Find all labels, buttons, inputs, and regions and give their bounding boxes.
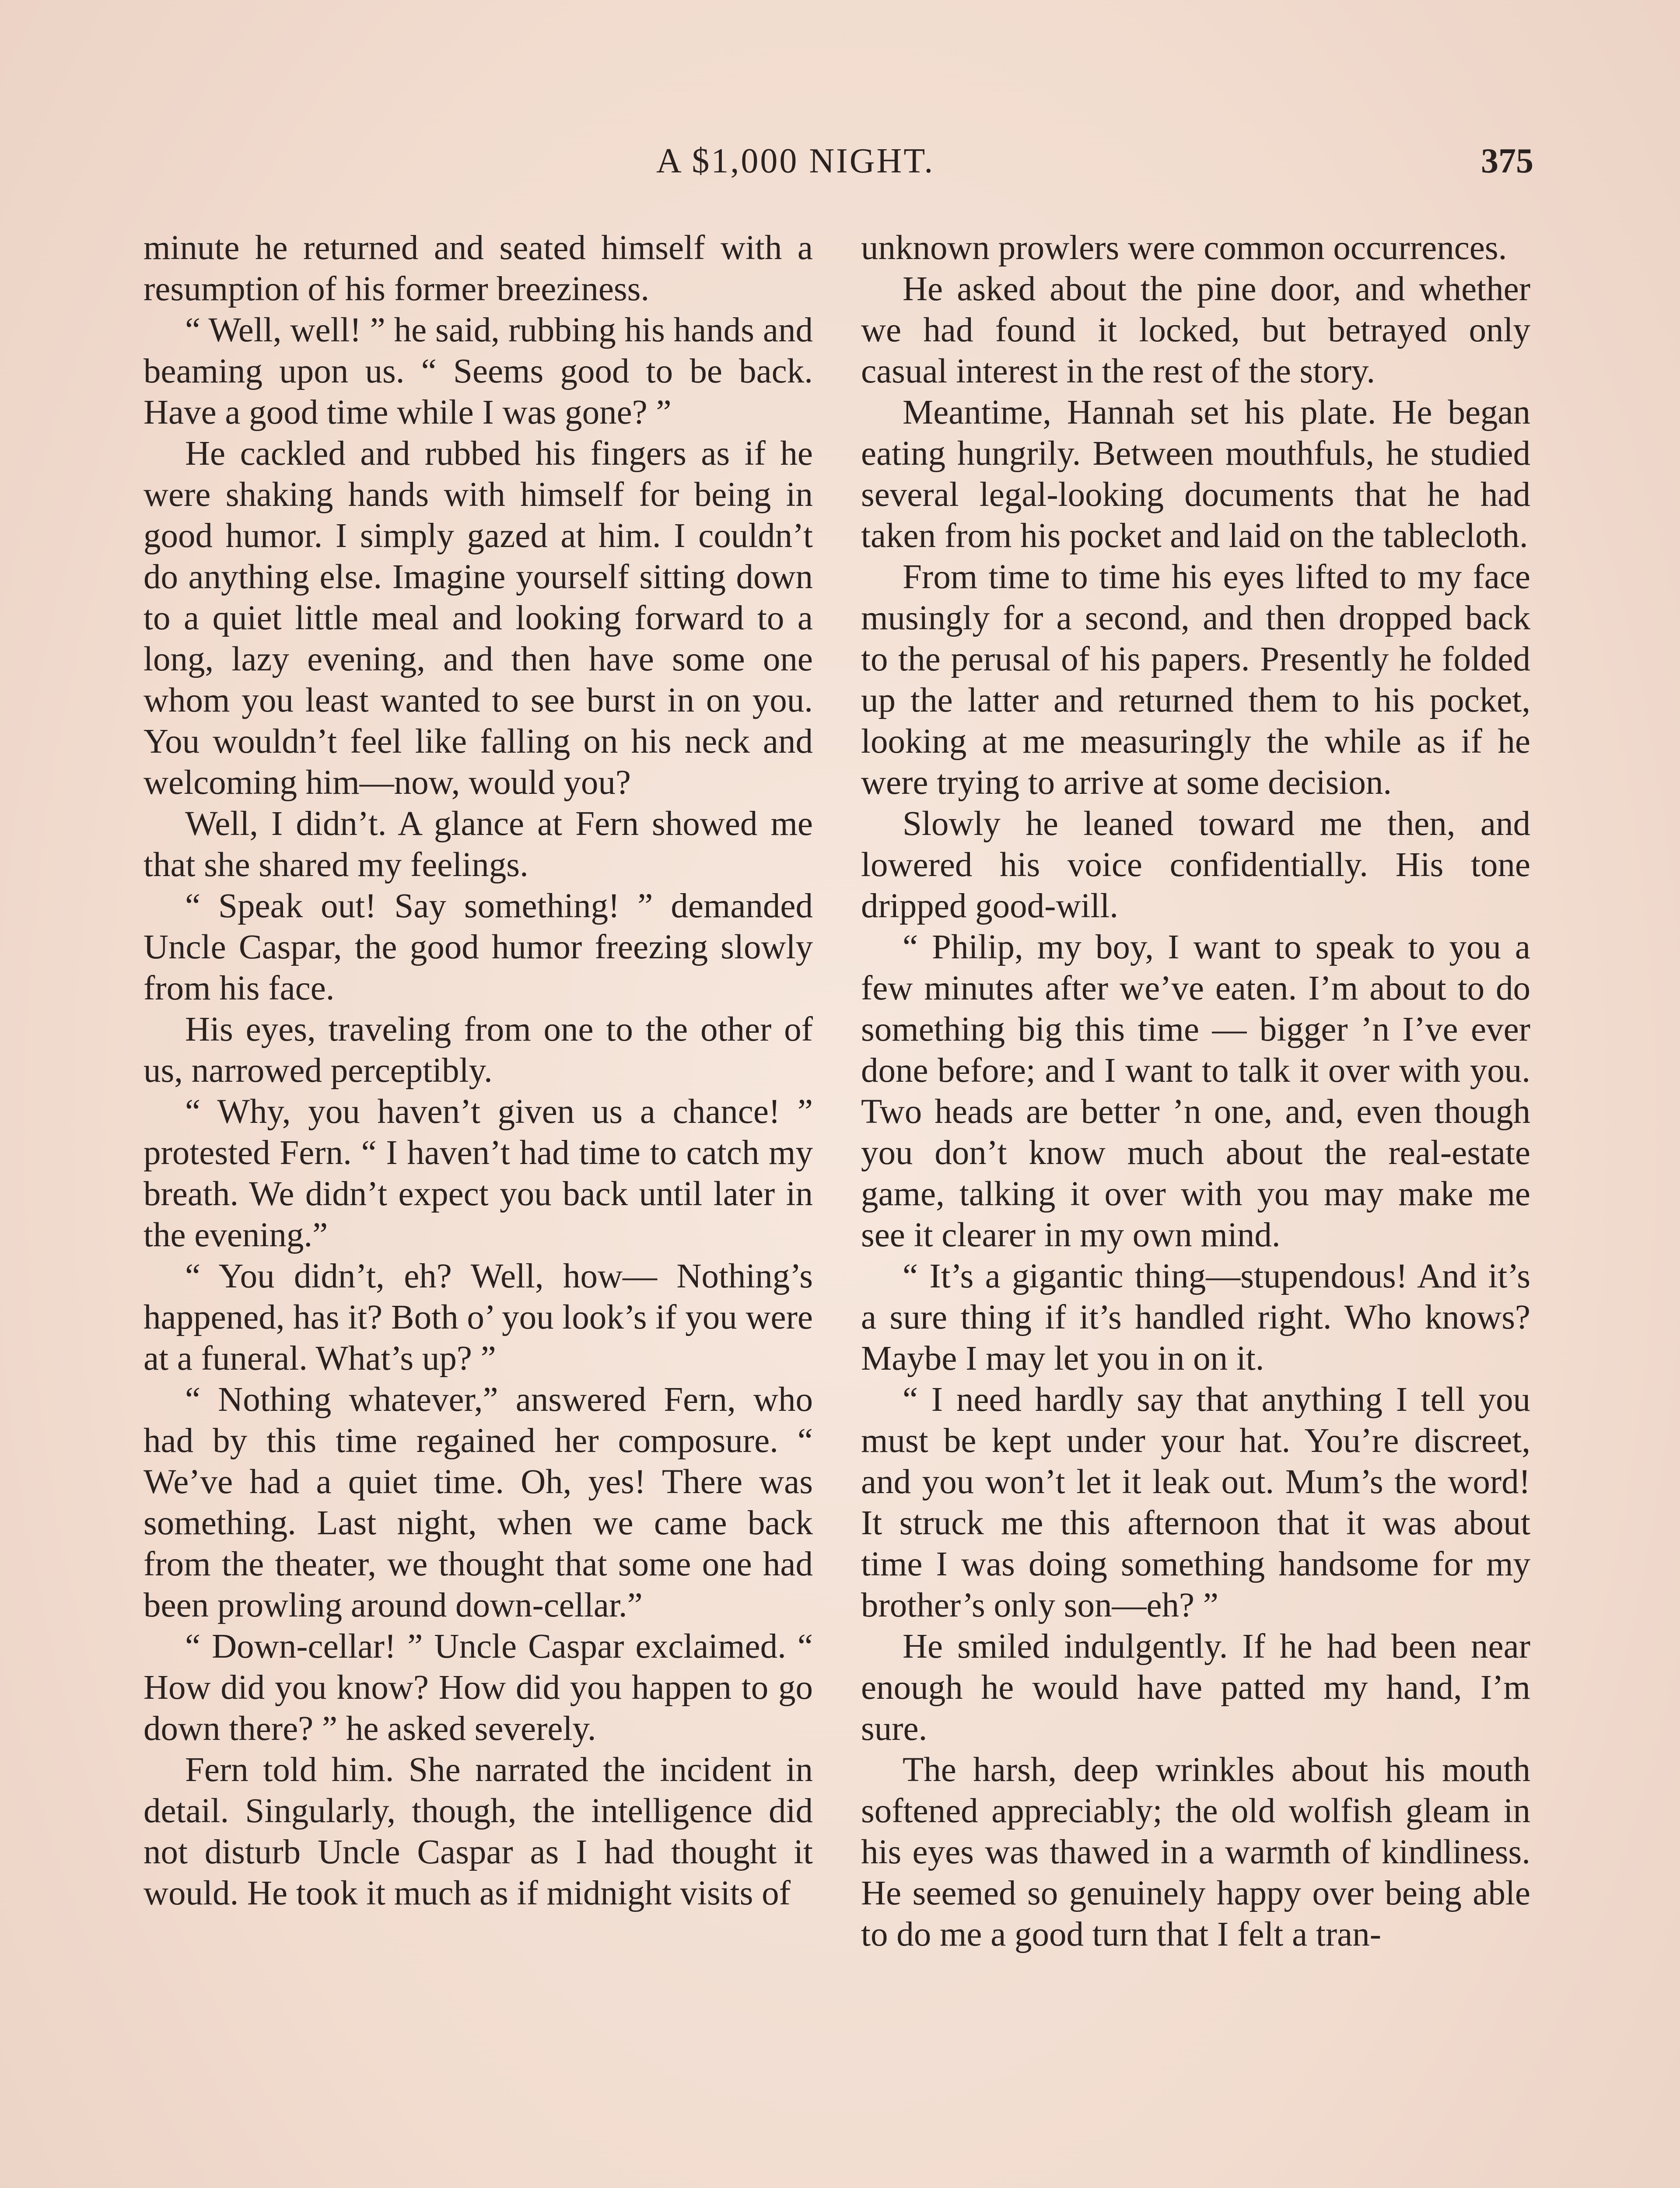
paragraph: He asked about the pine door, and whether we had found it locked, but betrayed only casual interest in the rest of the story. xyxy=(861,270,1530,390)
page-number: 375 xyxy=(1481,142,1533,180)
paragraph: “ Why, you haven’t given us a chance! ” protested Fern. “ I haven’t had time to catch my breath. We didn’t expect you back until later in the evening.” xyxy=(144,1093,813,1254)
right-text-column xyxy=(861,228,1530,1955)
running-title: A $1,000 NIGHT. xyxy=(656,142,935,180)
paragraph: The harsh, deep wrinkles about his mouth softened appreciably; the old wolfish gleam in his eyes was thawed in a warmth of kindliness. He seemed so genuinely happy over being able to do me a good turn that I felt a tran- xyxy=(861,1751,1530,1953)
paragraph: “ It’s a gigantic thing—stupendous! And it’s a sure thing if it’s handled right. Who knows? Maybe I may let you in on it. xyxy=(861,1257,1530,1378)
paragraph: “ Down-cellar! ” Uncle Caspar exclaimed. “ How did you know? How did you happen to go down there? ” he asked severely. xyxy=(144,1627,813,1748)
page-header xyxy=(0,139,1680,183)
paragraph: From time to time his eyes lifted to my face musingly for a second, and then dropped back to the perusal of his papers. Presently he folded up the latter and returned them to his pocket, looking at me measuringly the while as if he were trying to arrive at some decision. xyxy=(861,558,1530,802)
paragraph: He cackled and rubbed his fingers as if he were shaking hands with himself for being in good humor. I simply gazed at him. I couldn’t do anything else. Imagine yourself sitting down to a quiet little meal and looking forward to a long, lazy evening, and then have some one whom you least wanted to see burst in on you. You wouldn’t feel like falling on his neck and welcoming him—now, would you? xyxy=(144,435,813,802)
paragraph: Meantime, Hannah set his plate. He began eating hungrily. Between mouthfuls, he studied several legal-looking documents that he had taken from his pocket and laid on the tablecloth. xyxy=(861,393,1530,555)
paragraph: “ Well, well! ” he said, rubbing his hands and beaming upon us. “ Seems good to be back. Have a good time while I was gone? ” xyxy=(144,311,813,431)
paragraph: Slowly he leaned toward me then, and lowered his voice confidentially. His tone dripped good-will. xyxy=(861,805,1530,925)
paragraph: “ Speak out! Say something! ” demanded Uncle Caspar, the good humor freezing slowly from his face. xyxy=(144,887,813,1007)
left-text-column xyxy=(144,228,813,1914)
paragraph: “ You didn’t, eh? Well, how— Nothing’s happened, has it? Both o’ you look’s if you were at a funeral. What’s up? ” xyxy=(144,1257,813,1378)
paragraph: His eyes, traveling from one to the other of us, narrowed perceptibly. xyxy=(144,1010,813,1090)
paragraph: Well, I didn’t. A glance at Fern showed me that she shared my feelings. xyxy=(144,805,813,884)
paragraph: “ Philip, my boy, I want to speak to you a few minutes after we’ve eaten. I’m about to do something big this time — bigger ’n I’ve ever done before; and I want to talk it over with you. Two heads are better ’n one, and, even though you don’t know much about the real-estate game, talking it over with you may make me see it clearer in my own mind. xyxy=(861,928,1530,1254)
paragraph: “ I need hardly say that anything I tell you must be kept under your hat. You’re discreet, and you won’t let it leak out. Mum’s the word! It struck me this afternoon that it was about time I was doing something handsome for my brother’s only son—eh? ” xyxy=(861,1381,1530,1624)
paragraph: minute he returned and seated himself with a resumption of his former breeziness. xyxy=(144,229,813,308)
paragraph: He smiled indulgently. If he had been near enough he would have patted my hand, I’m sure. xyxy=(861,1627,1530,1748)
paragraph: Fern told him. She narrated the incident in detail. Singularly, though, the intelligence did not disturb Uncle Caspar as I had thought it would. He took it much as if midnight visits of xyxy=(144,1751,813,1912)
paragraph: unknown prowlers were common occurrences. xyxy=(861,229,1507,267)
paragraph: “ Nothing whatever,” answered Fern, who had by this time regained her composure. “ We’ve had a quiet time. Oh, yes! There was something. Last night, when we came back from the theater, we thought that some one had been prowling around down-cellar.” xyxy=(144,1381,813,1624)
